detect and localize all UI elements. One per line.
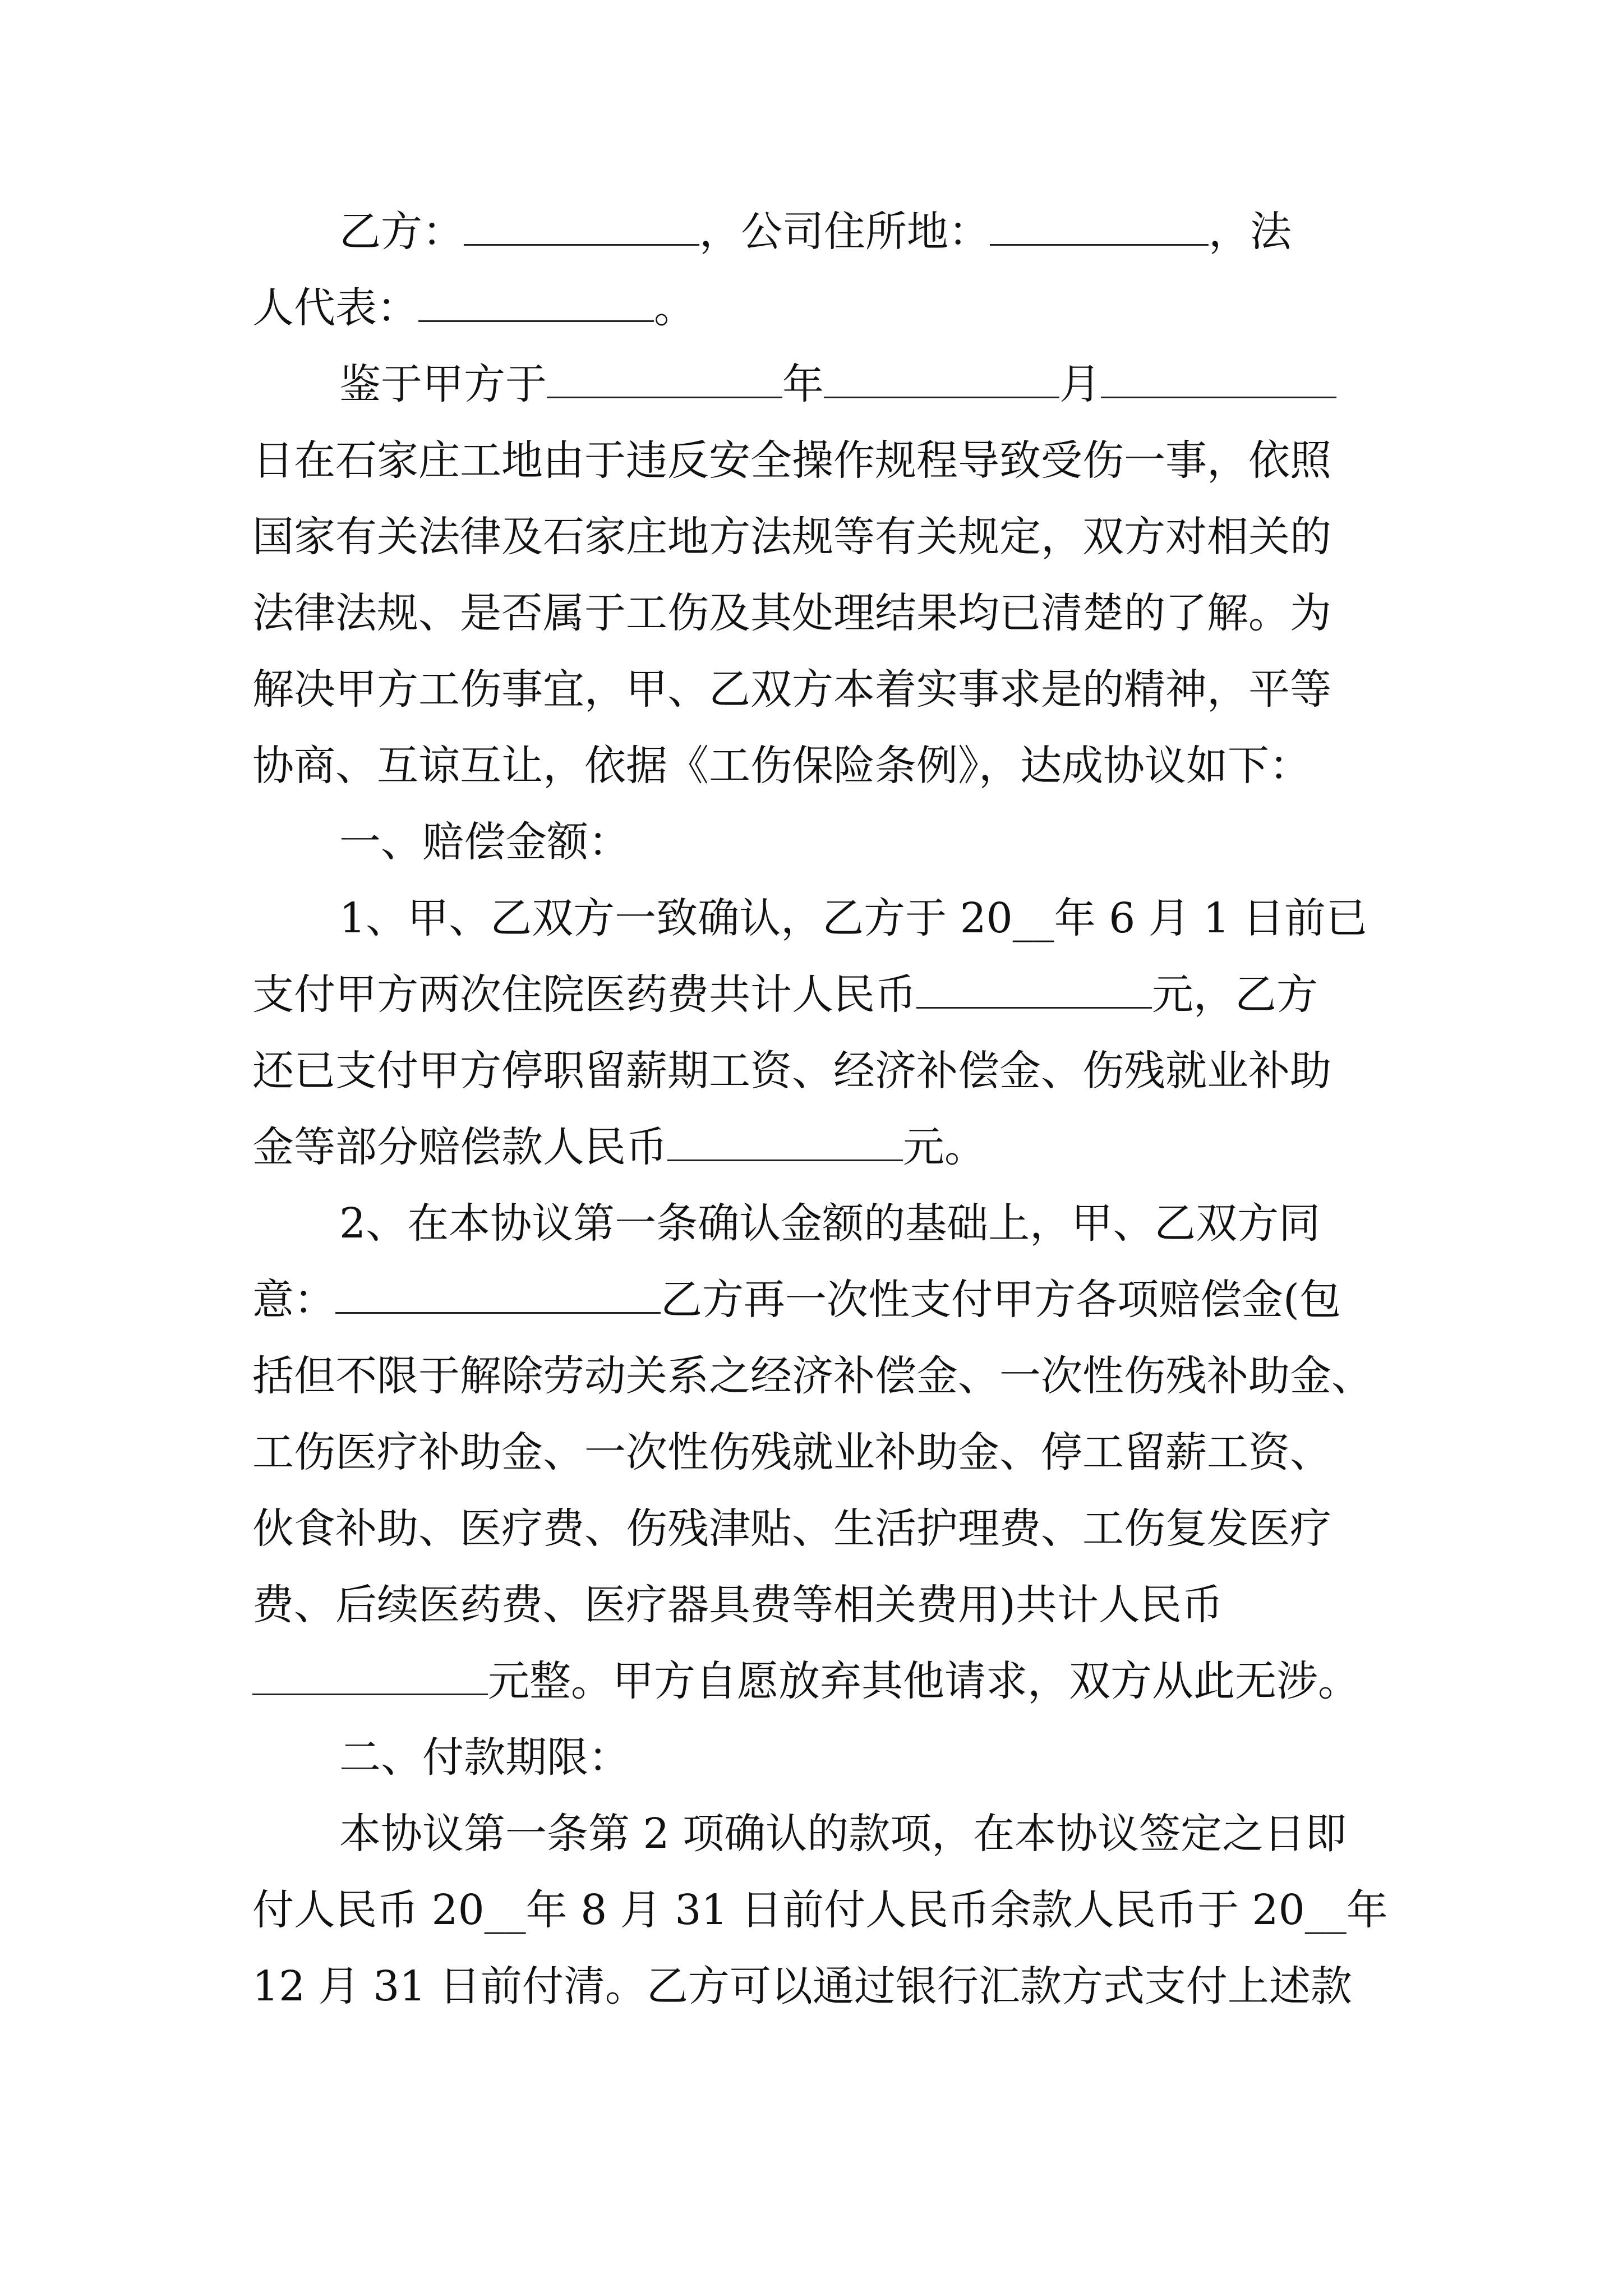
section-heading-compensation: 一、赔偿金额： (339, 818, 630, 866)
blank-field-party-b-name (464, 211, 699, 246)
text-segment: ，法 (1209, 208, 1292, 256)
blank-field-partial-payment-amount (667, 1127, 903, 1161)
paragraph-line: 国家有关法律及石家庄地方法规等有关规定，双方对相关的 (252, 513, 1331, 561)
paragraph-line-party-b (252, 194, 1380, 270)
text-segment: 乙方再一次性支付甲方各项赔偿金(包 (661, 1276, 1341, 1324)
blank-field-company-address (990, 211, 1209, 246)
blank-field-medical-fee-amount (916, 974, 1152, 1009)
text-segment: 乙方： (339, 208, 464, 256)
paragraph-line: 伙食补助、医疗费、伤残津贴、生活护理费、工伤复发医疗 (252, 1504, 1331, 1553)
paragraph-line: 工伤医疗补助金、一次性伤残就业补助金、停工留薪工资、 (252, 1428, 1331, 1476)
paragraph-line: 协商、互谅互让，依据《工伤保险条例》，达成协议如下： (252, 742, 1311, 790)
paragraph-line: 本协议第一条第 2 项确认的款项，在本协议签定之日即 (339, 1810, 1347, 1858)
section-heading-payment-terms: 二、付款期限： (339, 1733, 630, 1782)
paragraph-line: 12 月 31 日前付清。乙方可以通过银行汇款方式支付上述款 (252, 1962, 1352, 2010)
text-segment: 年 (782, 360, 824, 408)
paragraph-line: 还已支付甲方停职留薪期工资、经济补偿金、伤残就业补助 (252, 1047, 1331, 1095)
blank-field-year (547, 364, 782, 398)
paragraph-line-medical-fee (252, 956, 1380, 1033)
document-page (252, 194, 1388, 2024)
blank-field-agreement (335, 1280, 661, 1314)
blank-field-total-amount (252, 1661, 488, 1695)
text-segment: 金等部分赔偿款人民币 (252, 1123, 667, 1171)
blank-field-day (1101, 364, 1336, 398)
blank-field-month (824, 364, 1059, 398)
paragraph-line-partial-payment (252, 1109, 1380, 1185)
paragraph-line: 解决甲方工伤事宜，甲、乙双方本着实事求是的精神，平等 (252, 665, 1331, 714)
paragraph-line-agreement (252, 1262, 1380, 1338)
paragraph-line-date (252, 346, 1380, 422)
paragraph-line-total-amount (252, 1643, 1380, 1719)
paragraph-line: 1、甲、乙双方一致确认，乙方于 20__年 6 月 1 日前已 (339, 894, 1368, 942)
text-segment: 。 (654, 284, 695, 332)
paragraph-line: 2、在本协议第一条确认金额的基础上，甲、乙双方同 (339, 1199, 1321, 1248)
text-segment: ，公司住所地： (699, 208, 990, 256)
text-segment: 月 (1059, 360, 1101, 408)
text-segment: 人代表： (252, 284, 418, 332)
paragraph-line: 付人民币 20__年 8 月 31 日前付人民币余款人民币于 20__年 (252, 1886, 1388, 1934)
text-segment: 元。 (903, 1123, 986, 1171)
paragraph-line: 括但不限于解除劳动关系之经济补偿金、一次性伤残补助金、 (252, 1352, 1373, 1400)
text-segment: 元，乙方 (1152, 970, 1318, 1019)
text-segment: 意： (252, 1276, 335, 1324)
paragraph-line-legal-rep (252, 270, 1380, 346)
paragraph-line: 费、后续医药费、医疗器具费等相关费用)共计人民币 (252, 1581, 1223, 1629)
paragraph-line: 法律法规、是否属于工伤及其处理结果均已清楚的了解。为 (252, 589, 1331, 637)
text-segment: 鉴于甲方于 (339, 360, 547, 408)
paragraph-line: 日在石家庄工地由于违反安全操作规程导致受伤一事，依照 (252, 436, 1331, 485)
blank-field-legal-rep (418, 288, 654, 322)
text-segment: 支付甲方两次住院医药费共计人民币 (252, 970, 916, 1019)
text-segment: 元整。甲方自愿放弃其他请求，双方从此无涉。 (488, 1657, 1359, 1705)
